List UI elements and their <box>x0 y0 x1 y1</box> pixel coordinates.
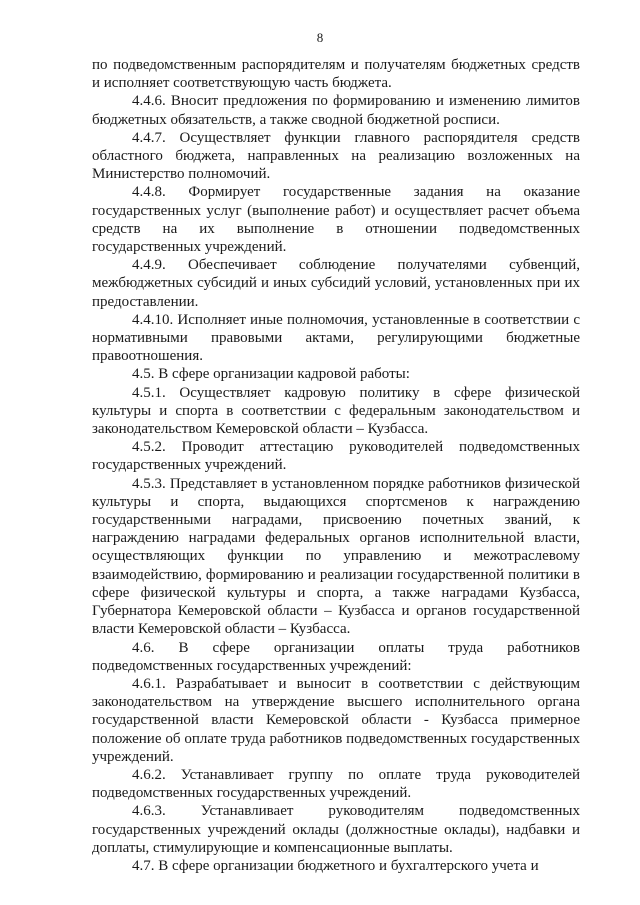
paragraph: 4.6.2. Устанавливает группу по оплате труда руководителей подведомственных государственных учреждений. <box>92 766 580 802</box>
paragraph: 4.5.1. Осуществляет кадровую политику в сфере физической культуры и спорта в соответствии с федеральным законодательством и законодательством Кемеровской области – Кузбасса. <box>92 384 580 438</box>
paragraph: 4.6.1. Разрабатывает и выносит в соответствии с действующим законодательством на утверждение высшего исполнительного органа государственной власти Кемеровской области - Кузбасса примерное положение об оплате труда работников подведомственных государственных учреждений. <box>92 675 580 765</box>
section-heading: 4.5. В сфере организации кадровой работы: <box>132 366 410 383</box>
paragraph: по подведомственным распорядителям и получателям бюджетных средств и исполняет соответствующую часть бюджета. <box>92 57 580 92</box>
paragraph: 4.7. В сфере организации бюджетного и бухгалтерского учета и <box>132 857 539 874</box>
paragraph: 4.5.2. Проводит аттестацию руководителей подведомственных государственных учреждений. <box>92 439 580 474</box>
paragraph: 4.5.3. Представляет в установленном порядке работников физической культуры и спорта, выдающихся спортсменов к награждению государственными наградами, присвоению почетных званий, к награждению наградами федеральных органов исполнительной власти, осуществляющих функции по управлению и межотраслевому взаимодействию, формированию и реализации государственной политики в сфере физической культуры и спорта, а также наградами Кузбасса, Губернатора Кемеровской области – Кузбасса и органов государственной власти Кемеровской области – Кузбасса. <box>92 475 580 638</box>
paragraph: 4.4.7. Осуществляет функции главного распорядителя средств областного бюджета, направленных на реализацию возложенных на Министерство полномочий. <box>92 129 580 183</box>
paragraph: 4.4.6. Вносит предложения по формированию и изменению лимитов бюджетных обязательств, а также сводной бюджетной росписи. <box>92 93 580 128</box>
body-text <box>92 56 580 875</box>
paragraph: 4.4.10. Исполняет иные полномочия, установленные в соответствии с нормативными правовыми актами, регулирующими бюджетные правоотношения. <box>92 311 580 365</box>
paragraph: 4.4.9. Обеспечивает соблюдение получателями субвенций, межбюджетных субсидий и иных субсидий условий, установленных при их предоставлении. <box>92 257 580 310</box>
section-heading: 4.6. В сфере организации оплаты труда работников подведомственных государственных учреждений: <box>92 639 580 674</box>
paragraph: 4.4.8. Формирует государственные задания на оказание государственных услуг (выполнение работ) и осуществляет расчет объема средств на их выполнение в отношении подведомственных государственных учреждений. <box>92 184 580 256</box>
paragraph: 4.6.3. Устанавливает руководителям подведомственных государственных учреждений оклады (должностные оклады), надбавки и доплаты, стимулирующие и компенсационные выплаты. <box>92 803 580 856</box>
page-number: 8 <box>316 30 324 45</box>
